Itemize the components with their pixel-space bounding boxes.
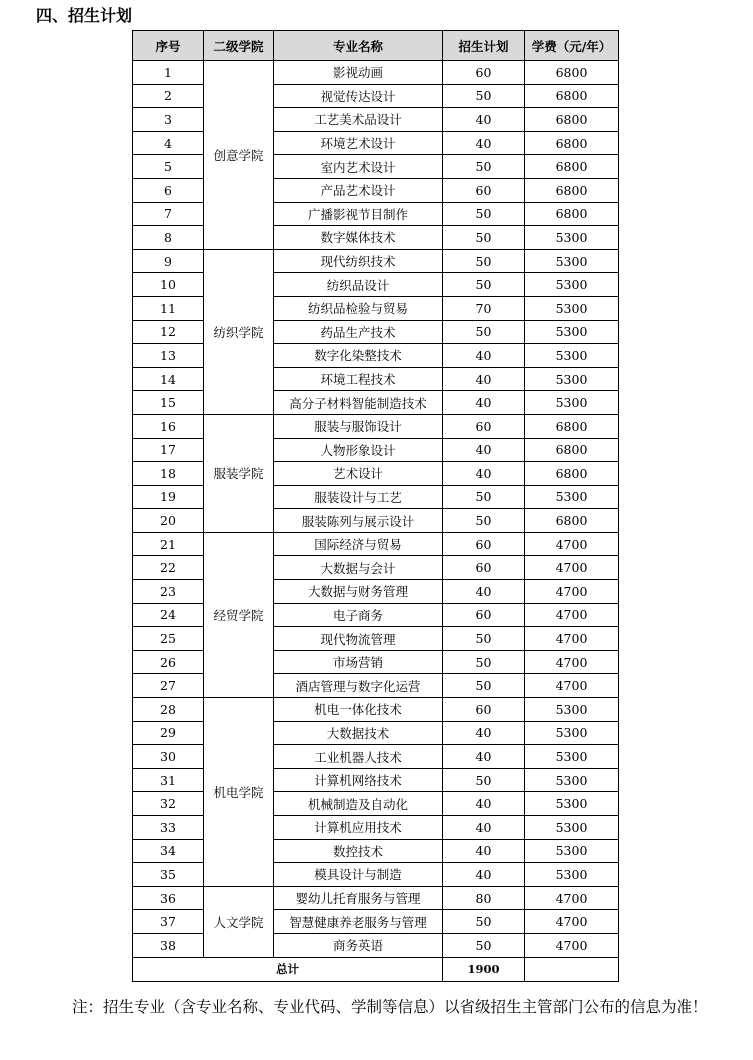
cell-tuition: 6800 xyxy=(525,108,619,132)
cell-tuition: 4700 xyxy=(525,933,619,957)
cell-tuition: 6800 xyxy=(525,202,619,226)
cell-quota: 40 xyxy=(443,131,525,155)
cell-quota: 40 xyxy=(443,462,525,486)
cell-tuition: 4700 xyxy=(525,650,619,674)
cell-tuition: 5300 xyxy=(525,249,619,273)
header-major: 专业名称 xyxy=(274,31,443,61)
cell-index: 22 xyxy=(133,556,204,580)
header-row xyxy=(133,31,619,61)
cell-major: 计算机网络技术 xyxy=(274,768,443,792)
cell-tuition: 6800 xyxy=(525,61,619,85)
cell-major: 药品生产技术 xyxy=(274,320,443,344)
cell-quota: 50 xyxy=(443,84,525,108)
cell-tuition: 6800 xyxy=(525,414,619,438)
cell-major: 机械制造及自动化 xyxy=(274,792,443,816)
cell-quota: 40 xyxy=(443,839,525,863)
cell-tuition: 4700 xyxy=(525,627,619,651)
cell-index: 24 xyxy=(133,603,204,627)
cell-major: 计算机应用技术 xyxy=(274,816,443,840)
cell-major: 机电一体化技术 xyxy=(274,698,443,722)
cell-index: 32 xyxy=(133,792,204,816)
cell-tuition: 4700 xyxy=(525,886,619,910)
cell-index: 25 xyxy=(133,627,204,651)
cell-tuition: 6800 xyxy=(525,155,619,179)
header-quota: 招生计划 xyxy=(443,31,525,61)
cell-major: 酒店管理与数字化运营 xyxy=(274,674,443,698)
table-row xyxy=(133,886,619,910)
cell-index: 35 xyxy=(133,863,204,887)
cell-quota: 50 xyxy=(443,627,525,651)
cell-major: 纺织品检验与贸易 xyxy=(274,296,443,320)
cell-index: 9 xyxy=(133,249,204,273)
table-header xyxy=(133,31,619,61)
table-row xyxy=(133,414,619,438)
cell-major: 室内艺术设计 xyxy=(274,155,443,179)
cell-tuition: 5300 xyxy=(525,839,619,863)
cell-index: 23 xyxy=(133,580,204,604)
cell-index: 30 xyxy=(133,745,204,769)
cell-major: 工业机器人技术 xyxy=(274,745,443,769)
cell-quota: 40 xyxy=(443,438,525,462)
section-title: 四、招生计划 xyxy=(36,6,133,25)
cell-major: 视觉传达设计 xyxy=(274,84,443,108)
cell-tuition: 5300 xyxy=(525,344,619,368)
cell-major: 模具设计与制造 xyxy=(274,863,443,887)
cell-major: 数控技术 xyxy=(274,839,443,863)
table-body xyxy=(133,61,619,958)
cell-index: 33 xyxy=(133,816,204,840)
cell-major: 人物形象设计 xyxy=(274,438,443,462)
cell-index: 10 xyxy=(133,273,204,297)
cell-major: 服装陈列与展示设计 xyxy=(274,509,443,533)
header-tuition: 学费（元/年） xyxy=(525,31,619,61)
cell-major: 服装设计与工艺 xyxy=(274,485,443,509)
cell-quota: 50 xyxy=(443,202,525,226)
cell-index: 5 xyxy=(133,155,204,179)
cell-quota: 50 xyxy=(443,509,525,533)
cell-tuition: 6800 xyxy=(525,438,619,462)
cell-quota: 50 xyxy=(443,674,525,698)
table-row xyxy=(133,532,619,556)
table-row xyxy=(133,249,619,273)
cell-quota: 40 xyxy=(443,792,525,816)
cell-major: 国际经济与贸易 xyxy=(274,532,443,556)
cell-tuition: 4700 xyxy=(525,603,619,627)
total-row xyxy=(133,957,619,981)
cell-major: 数字化染整技术 xyxy=(274,344,443,368)
cell-quota: 50 xyxy=(443,485,525,509)
cell-major: 纺织品设计 xyxy=(274,273,443,297)
cell-tuition: 5300 xyxy=(525,273,619,297)
total-label: 总计 xyxy=(133,957,443,981)
cell-major: 广播影视节目制作 xyxy=(274,202,443,226)
cell-major: 艺术设计 xyxy=(274,462,443,486)
cell-quota: 60 xyxy=(443,532,525,556)
cell-index: 4 xyxy=(133,131,204,155)
cell-quota: 60 xyxy=(443,603,525,627)
cell-major: 智慧健康养老服务与管理 xyxy=(274,910,443,934)
cell-index: 8 xyxy=(133,226,204,250)
cell-index: 14 xyxy=(133,367,204,391)
cell-major: 服装与服饰设计 xyxy=(274,414,443,438)
cell-quota: 60 xyxy=(443,178,525,202)
cell-quota: 40 xyxy=(443,367,525,391)
cell-tuition: 5300 xyxy=(525,745,619,769)
cell-quota: 50 xyxy=(443,320,525,344)
cell-index: 11 xyxy=(133,296,204,320)
total-quota: 1900 xyxy=(443,957,525,981)
header-index: 序号 xyxy=(133,31,204,61)
cell-major: 工艺美术品设计 xyxy=(274,108,443,132)
cell-college: 创意学院 xyxy=(204,61,274,250)
cell-quota: 40 xyxy=(443,344,525,368)
total-tuition xyxy=(525,957,619,981)
cell-index: 34 xyxy=(133,839,204,863)
cell-tuition: 5300 xyxy=(525,721,619,745)
cell-index: 28 xyxy=(133,698,204,722)
cell-quota: 80 xyxy=(443,886,525,910)
cell-tuition: 4700 xyxy=(525,580,619,604)
cell-index: 26 xyxy=(133,650,204,674)
cell-major: 现代物流管理 xyxy=(274,627,443,651)
cell-tuition: 5300 xyxy=(525,698,619,722)
cell-college: 经贸学院 xyxy=(204,532,274,697)
cell-index: 17 xyxy=(133,438,204,462)
cell-major: 数字媒体技术 xyxy=(274,226,443,250)
cell-index: 21 xyxy=(133,532,204,556)
cell-tuition: 4700 xyxy=(525,556,619,580)
cell-index: 6 xyxy=(133,178,204,202)
cell-tuition: 6800 xyxy=(525,509,619,533)
cell-index: 36 xyxy=(133,886,204,910)
cell-major: 商务英语 xyxy=(274,933,443,957)
cell-tuition: 5300 xyxy=(525,226,619,250)
cell-quota: 50 xyxy=(443,155,525,179)
cell-index: 1 xyxy=(133,61,204,85)
cell-quota: 40 xyxy=(443,863,525,887)
cell-major: 高分子材料智能制造技术 xyxy=(274,391,443,415)
cell-index: 16 xyxy=(133,414,204,438)
cell-index: 2 xyxy=(133,84,204,108)
cell-quota: 40 xyxy=(443,721,525,745)
cell-quota: 60 xyxy=(443,61,525,85)
cell-quota: 40 xyxy=(443,580,525,604)
cell-index: 37 xyxy=(133,910,204,934)
cell-quota: 50 xyxy=(443,273,525,297)
cell-index: 38 xyxy=(133,933,204,957)
cell-quota: 50 xyxy=(443,768,525,792)
cell-major: 大数据技术 xyxy=(274,721,443,745)
cell-index: 7 xyxy=(133,202,204,226)
cell-quota: 60 xyxy=(443,698,525,722)
cell-tuition: 5300 xyxy=(525,485,619,509)
cell-college: 服装学院 xyxy=(204,414,274,532)
table-footer xyxy=(133,957,619,981)
cell-index: 20 xyxy=(133,509,204,533)
cell-quota: 50 xyxy=(443,249,525,273)
cell-tuition: 4700 xyxy=(525,674,619,698)
cell-major: 产品艺术设计 xyxy=(274,178,443,202)
cell-major: 影视动画 xyxy=(274,61,443,85)
cell-tuition: 5300 xyxy=(525,391,619,415)
cell-tuition: 5300 xyxy=(525,296,619,320)
cell-major: 大数据与会计 xyxy=(274,556,443,580)
cell-quota: 60 xyxy=(443,414,525,438)
cell-tuition: 5300 xyxy=(525,863,619,887)
cell-index: 12 xyxy=(133,320,204,344)
cell-major: 电子商务 xyxy=(274,603,443,627)
cell-tuition: 5300 xyxy=(525,792,619,816)
cell-index: 3 xyxy=(133,108,204,132)
cell-index: 18 xyxy=(133,462,204,486)
table-row xyxy=(133,61,619,85)
footnote: 注：招生专业（含专业名称、专业代码、学制等信息）以省级招生主管部门公布的信息为准！ xyxy=(72,998,708,1016)
cell-index: 29 xyxy=(133,721,204,745)
cell-quota: 40 xyxy=(443,391,525,415)
cell-index: 31 xyxy=(133,768,204,792)
cell-quota: 40 xyxy=(443,108,525,132)
cell-tuition: 4700 xyxy=(525,532,619,556)
cell-index: 15 xyxy=(133,391,204,415)
cell-index: 27 xyxy=(133,674,204,698)
cell-index: 13 xyxy=(133,344,204,368)
cell-quota: 40 xyxy=(443,816,525,840)
cell-major: 环境艺术设计 xyxy=(274,131,443,155)
cell-tuition: 4700 xyxy=(525,910,619,934)
cell-major: 环境工程技术 xyxy=(274,367,443,391)
cell-index: 19 xyxy=(133,485,204,509)
enrollment-plan-table xyxy=(132,30,619,982)
header-college: 二级学院 xyxy=(204,31,274,61)
cell-tuition: 5300 xyxy=(525,816,619,840)
cell-major: 大数据与财务管理 xyxy=(274,580,443,604)
cell-quota: 40 xyxy=(443,745,525,769)
cell-college: 机电学院 xyxy=(204,698,274,887)
cell-tuition: 6800 xyxy=(525,462,619,486)
cell-quota: 50 xyxy=(443,226,525,250)
cell-major: 现代纺织技术 xyxy=(274,249,443,273)
cell-tuition: 6800 xyxy=(525,178,619,202)
cell-quota: 50 xyxy=(443,910,525,934)
cell-quota: 50 xyxy=(443,933,525,957)
cell-major: 婴幼儿托育服务与管理 xyxy=(274,886,443,910)
cell-tuition: 5300 xyxy=(525,367,619,391)
cell-quota: 70 xyxy=(443,296,525,320)
cell-tuition: 6800 xyxy=(525,84,619,108)
table-row xyxy=(133,698,619,722)
cell-quota: 50 xyxy=(443,650,525,674)
cell-college: 纺织学院 xyxy=(204,249,274,414)
cell-tuition: 6800 xyxy=(525,131,619,155)
cell-quota: 60 xyxy=(443,556,525,580)
cell-tuition: 5300 xyxy=(525,768,619,792)
cell-major: 市场营销 xyxy=(274,650,443,674)
cell-college: 人文学院 xyxy=(204,886,274,957)
cell-tuition: 5300 xyxy=(525,320,619,344)
